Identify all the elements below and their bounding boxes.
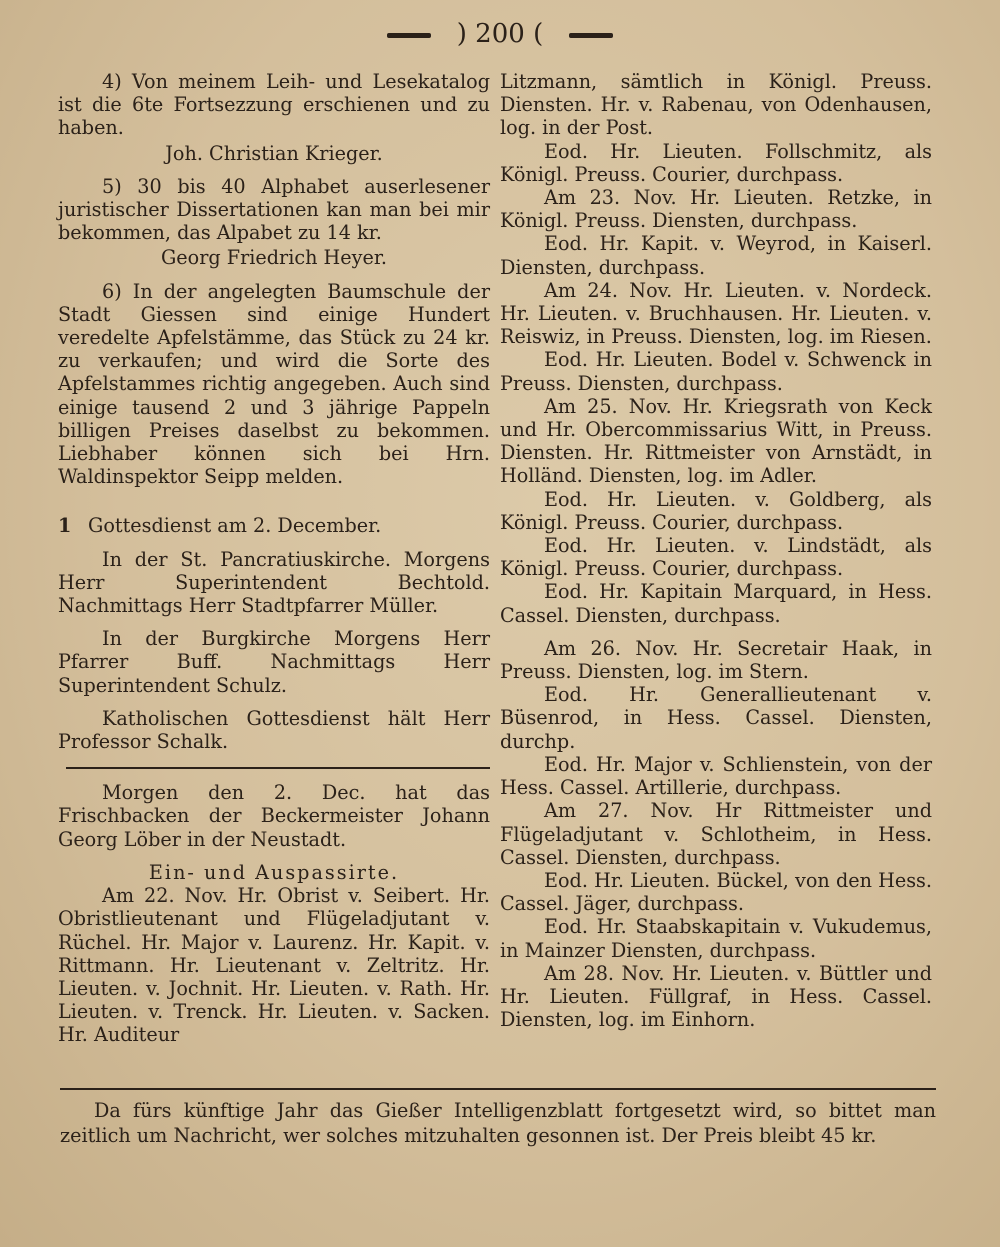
- subscription-notice: [60, 1088, 936, 1148]
- arrivals-entry-16: Am 28. Nov. Hr. Lieuten. v. Büttler und Hr. Lieuten. Füllgraf, in Hess. Cassel. Diensten, log. im Einhorn.: [500, 961, 932, 1032]
- service-heading: [58, 514, 490, 537]
- arrivals-entry-13: Am 27. Nov. Hr Rittmeister und Flügeladjutant v. Schlotheim, in Hess. Cassel. Diensten, durchpass.: [500, 799, 932, 869]
- arrivals-nov22: Am 22. Nov. Hr. Obrist v. Seibert. Hr. Obristlieutenant und Flügeladjutant v. Rüchel. Hr. Major v. Laurenz. Hr. Kapit. v. Rittmann. Hr. Lieutenant v. Zeltritz. Hr. Lieuten. v. Jochnit. Hr. Lieuten. v. Rath. Hr. Lieuten. v. Trenck. Hr. Lieuten. v. Sacken. Hr. Auditeur: [58, 884, 490, 1047]
- arrivals-entry-4: Am 24. Nov. Hr. Lieuten. v. Nordeck. Hr. Lieuten. v. Bruchhausen. Hr. Lieuten. v. Reiswiz, in Preuss. Diensten, log. im Riesen.: [500, 278, 932, 349]
- arrivals-entry-6: Am 25. Nov. Hr. Kriegsrath von Keck und Hr. Obercommissarius Witt, in Preuss. Diensten. Hr. Rittmeister von Arnstädt, in Holländ. Diensten, log. im Adler.: [500, 394, 932, 488]
- header-dash-left: [387, 33, 431, 38]
- page-header: [0, 14, 1000, 54]
- baker-notice: Morgen den 2. Dec. hat das Frischbacken der Beckermeister Johann Georg Löber in der Neustadt.: [58, 781, 490, 851]
- page-number: ) 200 (: [456, 19, 544, 49]
- arrivals-entry-10: Am 26. Nov. Hr. Secretair Haak, in Preuss. Diensten, log. im Stern.: [500, 636, 932, 684]
- notice-5-signature: Georg Friedrich Heyer.: [160, 246, 387, 270]
- service-burgkirche: In der Burgkirche Morgens Herr Pfarrer Buff. Nachmittags Herr Superintendent Schulz.: [58, 627, 490, 697]
- arrivals-entry-7: Eod. Hr. Lieuten. v. Goldberg, als Königl. Preuss. Courier, durchpass.: [500, 487, 932, 534]
- notice-5: 5) 30 bis 40 Alphabet auserlesener juristischer Dissertationen kan man bei mir bekommen, das Alpabet zu 14 kr.: [58, 174, 490, 245]
- arrivals-heading: Ein- und Auspassirte.: [148, 860, 400, 884]
- right-column: [500, 70, 932, 1031]
- arrivals-entry-5: Eod. Hr. Lieuten. Bodel v. Schwenck in Preuss. Diensten, durchpass.: [500, 348, 932, 395]
- service-catholic: Katholischen Gottesdienst hält Herr Professor Schalk.: [58, 706, 490, 754]
- arrivals-entry-15: Eod. Hr. Staabskapitain v. Vukudemus, in Mainzer Diensten, durchpass.: [500, 915, 932, 962]
- service-pancratius: In der St. Pancratiuskirche. Morgens Herr Superintendent Bechtold. Nachmittags Herr Stadtpfarrer Müller.: [58, 547, 490, 618]
- arrivals-entry-8: Eod. Hr. Lieuten. v. Lindstädt, als Königl. Preuss. Courier, durchpass.: [500, 534, 932, 581]
- arrivals-entry-1: Eod. Hr. Lieuten. Follschmitz, als Königl. Preuss. Courier, durchpass.: [500, 139, 932, 186]
- arrivals-entry-9: Eod. Hr. Kapitain Marquard, in Hess. Cassel. Diensten, durchpass.: [500, 580, 932, 627]
- notice-6: 6) In der angelegten Baumschule der Stadt Giessen sind einige Hundert veredelte Apfelstämme, das Stück zu 24 kr. zu verkaufen; und wird die Sorte des Apfelstammes richtig angegeben. Auch sind einige tausend 2 und 3 jährige Pappeln billigen Preises daselbst zu bekommen. Liebhaber können sich bei Hrn. Waldinspektor Seipp melden.: [58, 279, 490, 489]
- service-number: 1: [58, 514, 72, 538]
- section-divider: [66, 767, 490, 769]
- service-title: Gottesdienst am 2. December.: [88, 514, 382, 538]
- subscription-text: Da fürs künftige Jahr das Gießer Intelligenzblatt fortgesetzt wird, so bittet man zeitlich um Nachricht, wer solches mitzuhalten gesonnen ist. Der Preis bleibt 45 kr.: [60, 1099, 936, 1147]
- header-dash-right: [569, 33, 613, 38]
- arrivals-entry-11: Eod. Hr. Generallieutenant v. Büsenrod, in Hess. Cassel. Diensten, durchp.: [500, 683, 932, 753]
- arrivals-continued: Litzmann, sämtlich in Königl. Preuss. Diensten. Hr. v. Rabenau, von Odenhausen, log. in der Post.: [500, 70, 932, 140]
- notice-4: 4) Von meinem Leih- und Lesekatalog ist die 6te Fortsezzung erschienen und zu haben.: [58, 70, 490, 140]
- arrivals-entry-3: Eod. Hr. Kapit. v. Weyrod, in Kaiserl. Diensten, durchpass.: [500, 232, 932, 279]
- arrivals-entry-14: Eod. Hr. Lieuten. Bückel, von den Hess. Cassel. Jäger, durchpass.: [500, 868, 932, 916]
- left-column: [58, 70, 490, 1047]
- notice-4-signature: Joh. Christian Krieger.: [165, 141, 383, 165]
- arrivals-entry-2: Am 23. Nov. Hr. Lieuten. Retzke, in Königl. Preuss. Diensten, durchpass.: [500, 186, 932, 233]
- arrivals-entry-12: Eod. Hr. Major v. Schlienstein, von der Hess. Cassel. Artillerie, durchpass.: [500, 752, 932, 800]
